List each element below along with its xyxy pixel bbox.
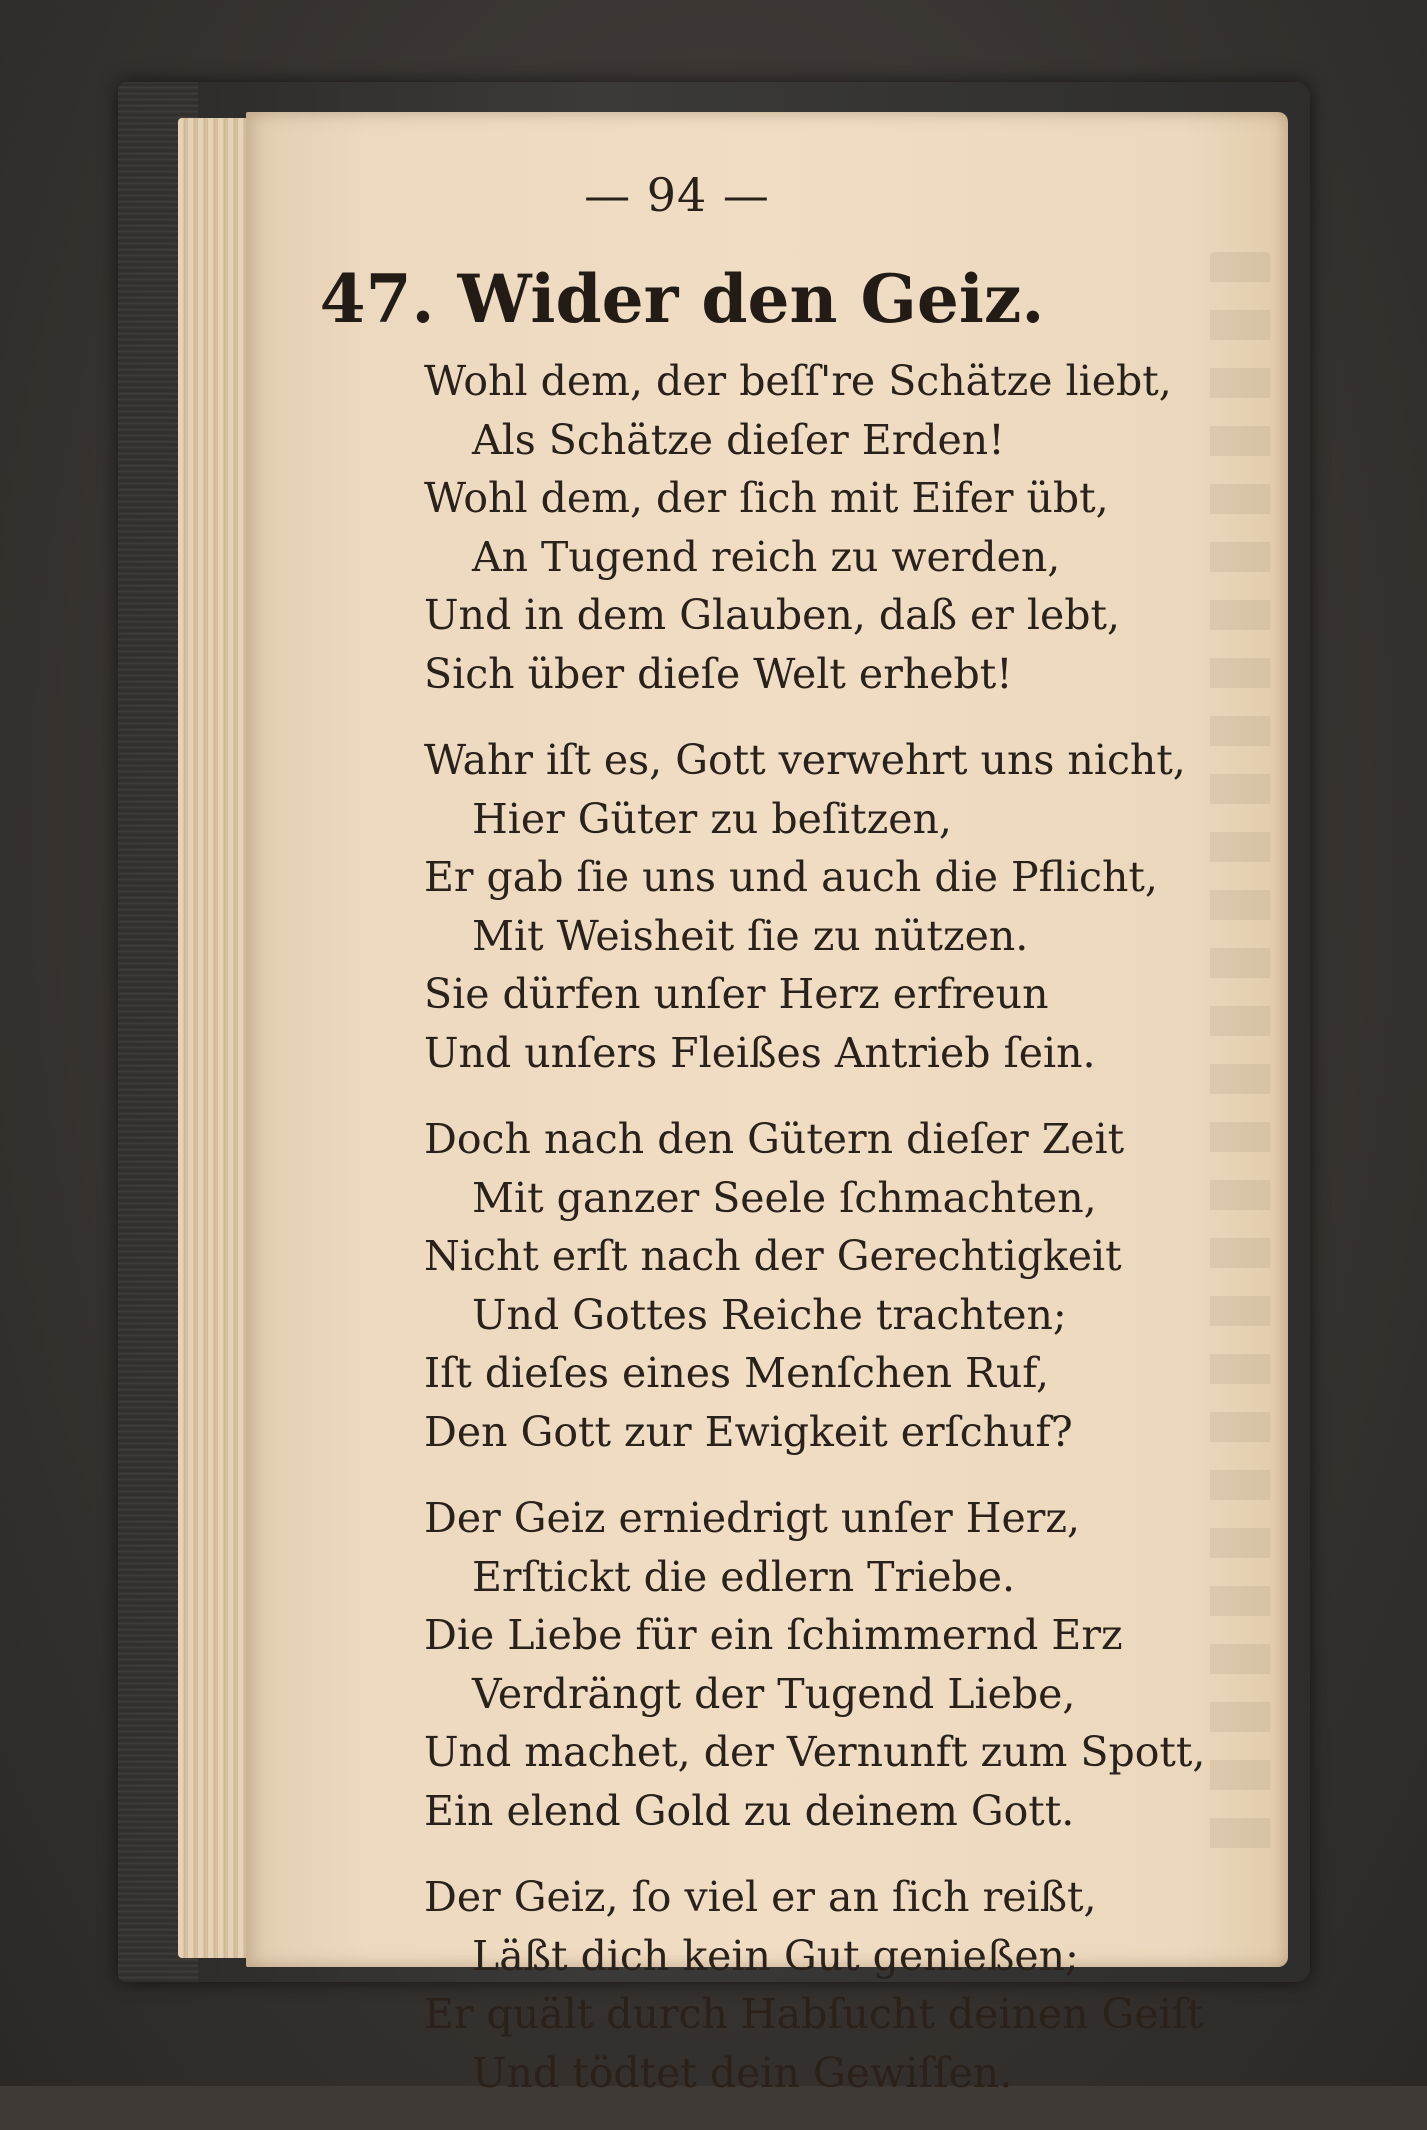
poem-line: Sich über dieſe Welt erhebt! [424,649,1013,698]
poem-line: Den Gott zur Ewigkeit erſchuf? [424,1407,1073,1456]
stanza [424,352,1264,703]
poem-line: Und Gottes Reiche trachten; [472,1290,1067,1339]
poem-line: Und tödtet dein Gewiſſen. [472,2048,1013,2097]
poem-line: Und in dem Glauben, daß er lebt, [424,591,1121,639]
poem-body [424,352,1264,2130]
poem-line: Die Liebe für ein ſchimmernd Erz [424,1611,1123,1659]
poem-line: Nicht erſt nach der Gerechtigkeit [424,1232,1122,1280]
poem-line: Läßt dich kein Gut genießen; [472,1931,1079,1980]
poem-line: Wahr iſt es, Gott verwehrt uns nicht, [424,736,1186,784]
poem-line: Verdrängt der Tugend Liebe, [472,1669,1076,1718]
poem-line: Mit Weisheit ſie zu nützen. [472,911,1029,960]
stanza [424,1489,1264,1840]
poem-line: Erſtickt die edlern Triebe. [472,1552,1016,1601]
poem-title: 47. Wider den Geiz. [319,260,1045,338]
poem-line: Der Geiz, ſo viel er an ſich reißt, [424,1873,1097,1921]
poem-line: Wohl dem, der ſich mit Eifer übt, [424,474,1109,522]
stanza [424,1868,1264,2102]
poem-line: Sie dürfen unſer Herz erfreun [424,970,1049,1018]
stanza [424,1110,1264,1461]
poem-line: An Tugend reich zu werden, [472,532,1061,581]
poem-line: Doch nach den Gütern dieſer Zeit [424,1115,1125,1163]
poem-line: Wohl dem, der beſſ're Schätze liebt, [424,357,1172,405]
poem-line: Hier Güter zu beſitzen, [472,794,952,843]
poem-line: Iſt dieſes eines Menſchen Ruf, [424,1349,1050,1397]
poem-line: Er gab ſie uns und auch die Pflicht, [424,853,1158,901]
poem-line: Und machet, der Vernunft zum Spott, [424,1728,1206,1776]
poem-line: Und unſers Fleißes Antrieb ſein. [424,1028,1096,1077]
page-number: — 94 — [584,168,770,222]
poem-line: Er quält durch Habſucht deinen Geiſt [424,1990,1204,2038]
stanza [424,731,1264,1082]
poem-line: Ein elend Gold zu deinem Gott. [424,1786,1075,1835]
page-content [246,112,1288,2097]
poem-line: Mit ganzer Seele ſchmachten, [472,1173,1097,1222]
poem-line: Als Schätze dieſer Erden! [472,415,1005,464]
poem-line: Der Geiz erniedrigt unſer Herz, [424,1494,1081,1542]
book-page [246,112,1288,2097]
